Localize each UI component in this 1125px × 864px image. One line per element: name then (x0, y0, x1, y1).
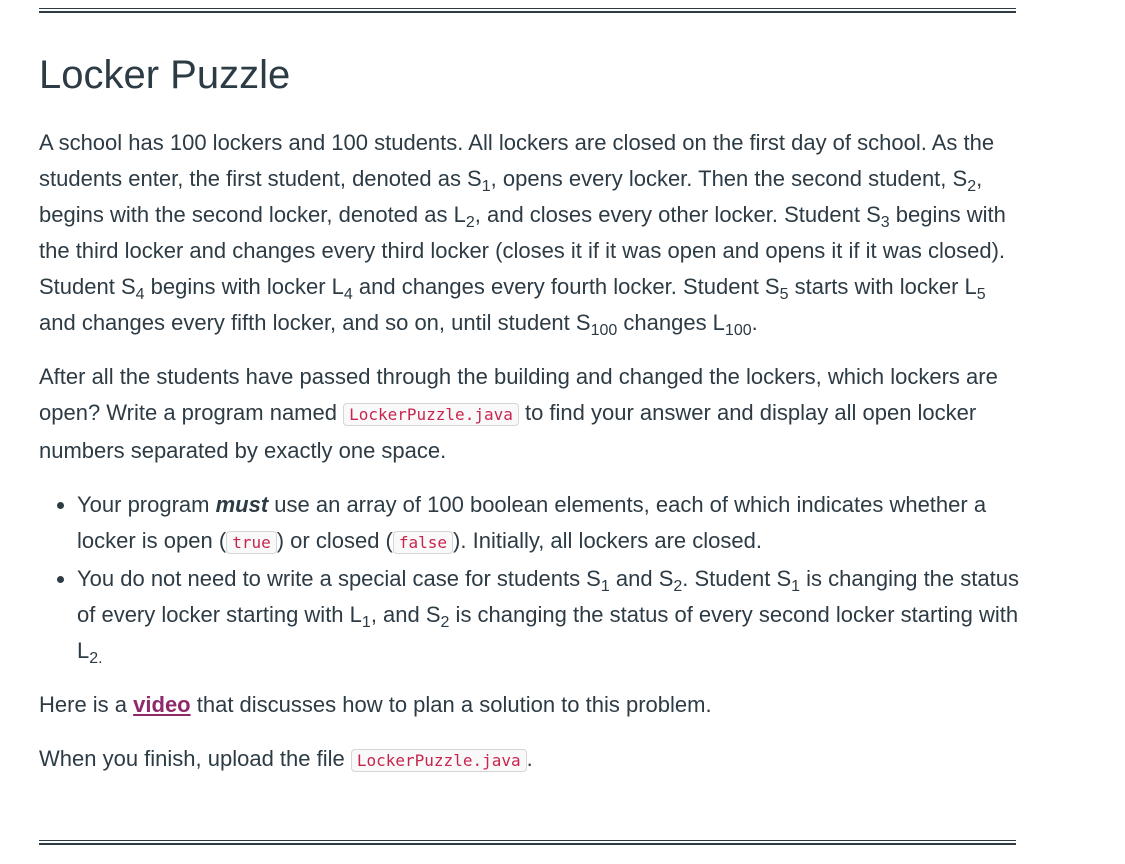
top-divider (39, 8, 1016, 13)
filename-code: LockerPuzzle.java (343, 403, 519, 426)
page-title: Locker Puzzle (39, 53, 291, 97)
true-code: true (226, 531, 277, 554)
list-item: • Your program must use an array of 100 boolean elements, each of which indicates whether a locker is open ( true ) or closed ( false ). Initially, all lockers are closed. (77, 487, 1024, 561)
video-paragraph: Here is a video that discusses how to plan a solution to this problem. (39, 692, 712, 717)
video-link[interactable]: video (133, 692, 191, 717)
task-paragraph: After all the students have passed through the building and changed the lockers, which lockers are open? Write a program named LockerPuzzle.java to find your answer and display all open locker numbers separated by exactly one space. (39, 364, 998, 463)
bottom-divider (39, 840, 1016, 845)
requirements-list (39, 487, 1024, 669)
upload-filename-code: LockerPuzzle.java (351, 749, 527, 772)
list-item: • You do not need to write a special case for students $S_1$ and $S_2$. Student $S_1$ is changing the status of every locker starting with $L_1$, and $S_2$ is changing the status of every second locker starting with $L_{2.}$ (77, 561, 1024, 669)
false-code: false (393, 531, 453, 554)
problem-description: A school has 100 lockers and 100 students. All lockers are closed on the first day of school. As the students enter, the first student, denoted as $S_1$, opens every locker. Then the second student, $S_2$, begins with the second locker, denoted as $L_2$, and closes every other locker. Student $S_3$ begins with the third locker and changes every third locker (closes it if it was open and opens it if it was closed). Student $S_4$ begins with locker $L_4$ and changes every fourth locker. Student $S_5$ starts with locker $L_5$ and changes every fifth locker, and so on, until student $S_{100}$ changes $L_{100}$. (39, 130, 1006, 339)
assignment-body (39, 125, 1024, 779)
upload-paragraph: When you finish, upload the file LockerPuzzle.java . (39, 746, 533, 771)
